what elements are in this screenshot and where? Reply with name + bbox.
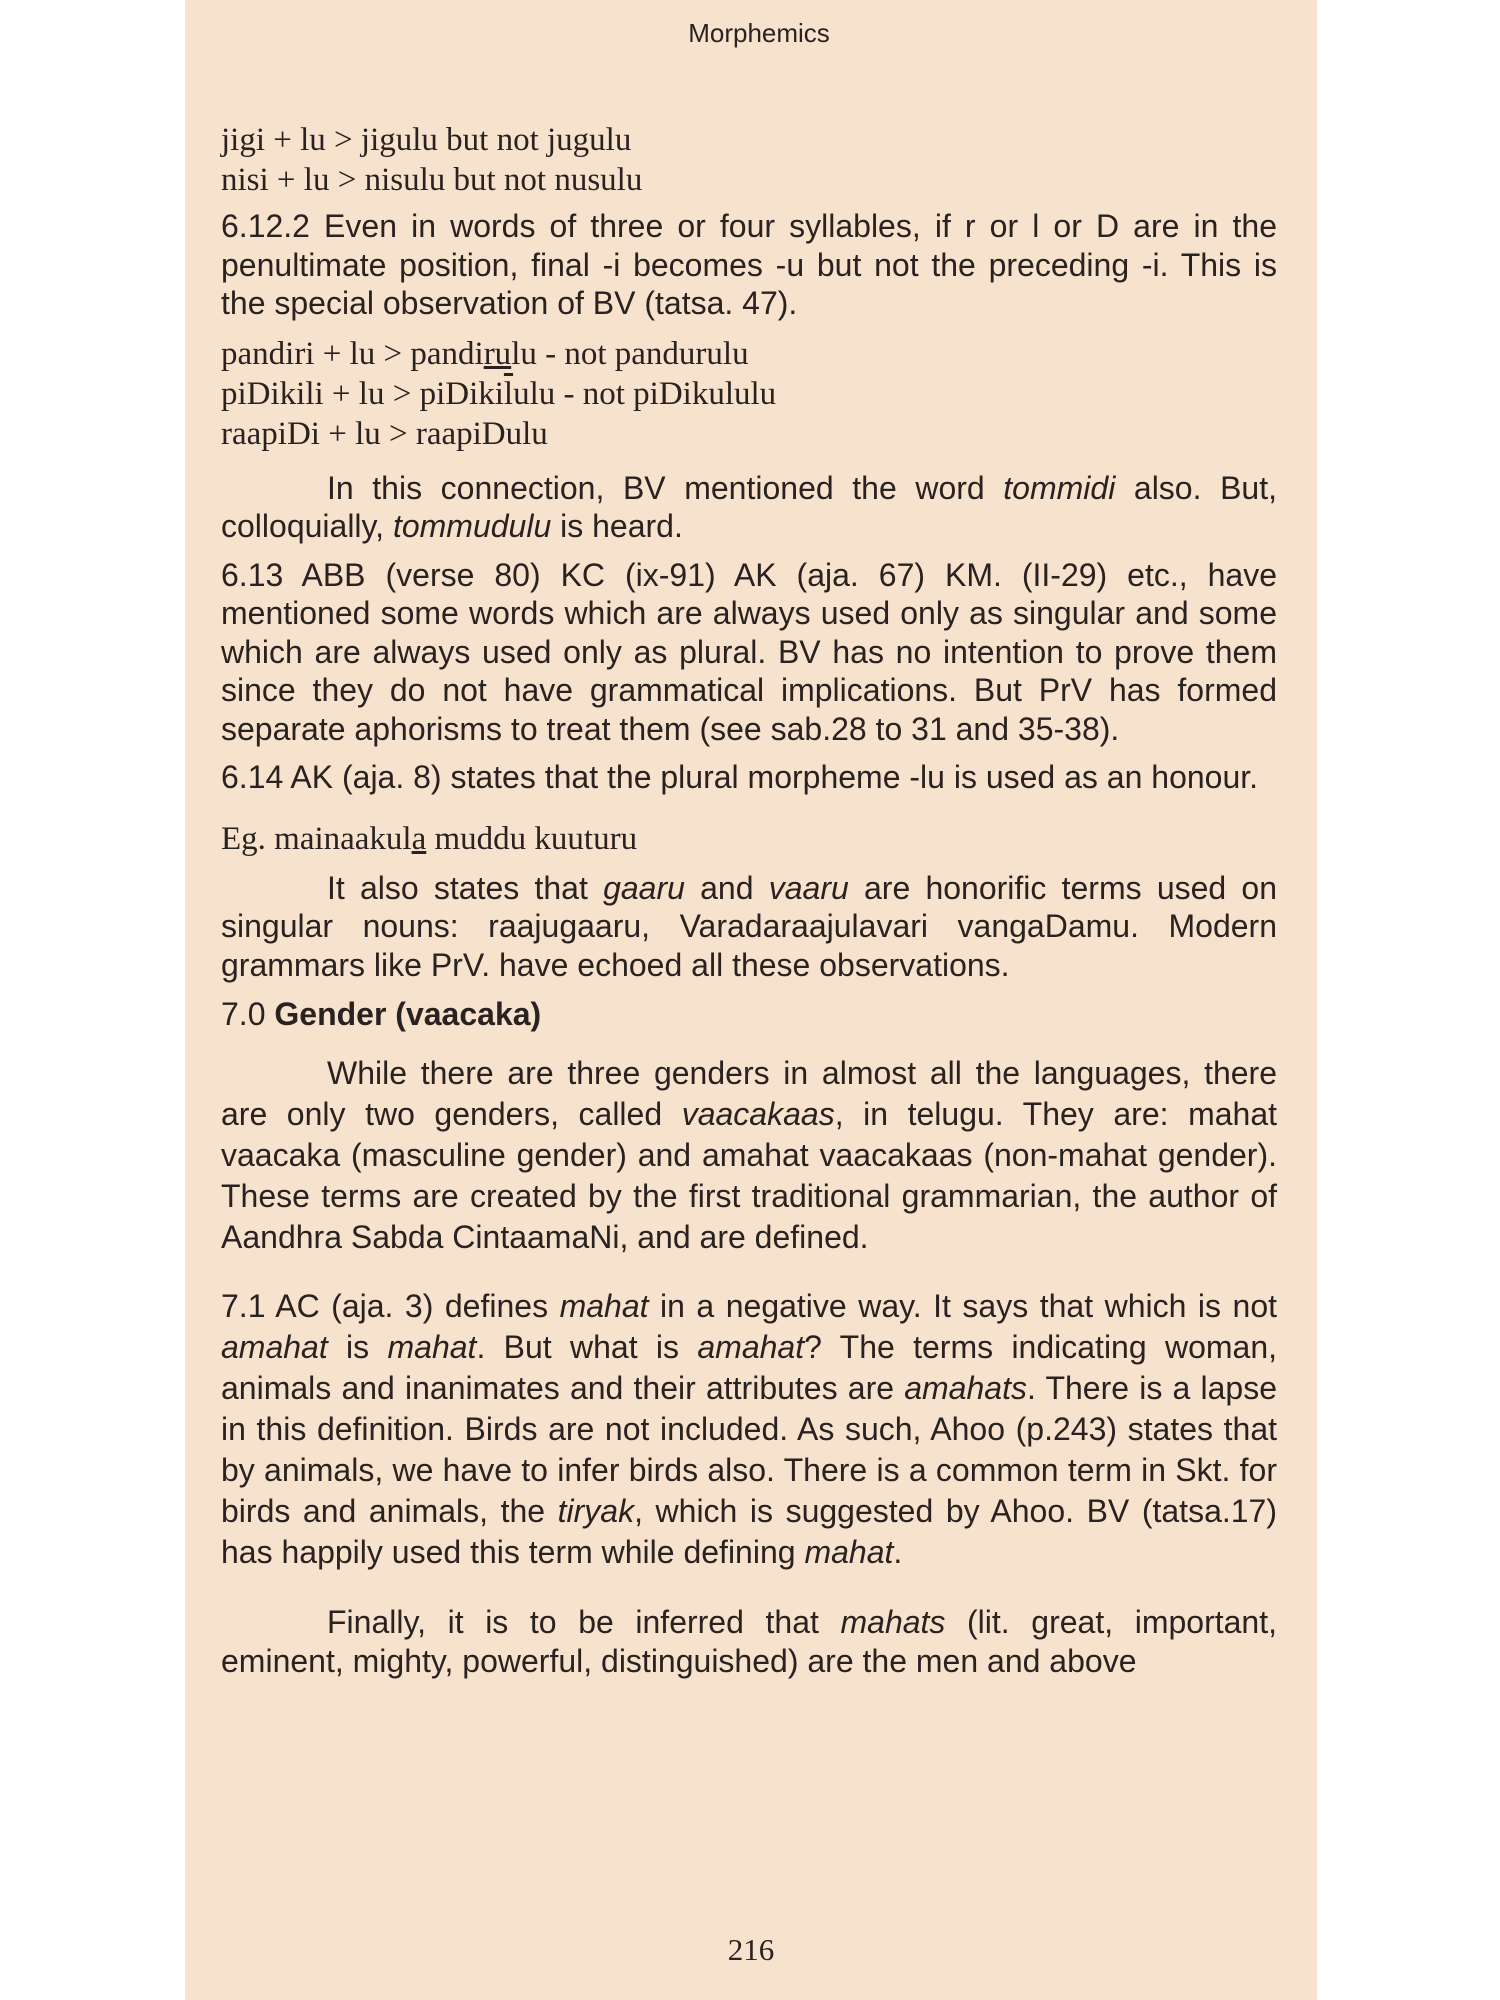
section-heading xyxy=(221,996,1277,1033)
text: . But what is xyxy=(476,1329,698,1365)
example-text: ulu - not piDikululu xyxy=(513,375,777,412)
example-text: Eg. mainaakul xyxy=(221,820,412,857)
italic-term: tommudulu xyxy=(392,508,552,544)
text: Finally, it is to be inferred that xyxy=(327,1604,841,1640)
example-line: jigi + lu > jigulu but not jugulu xyxy=(221,122,632,158)
text: In this connection, BV mentioned the word xyxy=(327,469,1004,506)
italic-term: gaaru xyxy=(603,869,685,906)
text: is xyxy=(327,1329,388,1365)
examples-mid xyxy=(221,334,1277,454)
text: (lit. great, important, eminent, mighty, powerful, distinguished) are the men and above xyxy=(221,1604,1278,1679)
example-line: nisi + lu > nisulu but not nusulu xyxy=(221,162,643,198)
paragraph-connection xyxy=(221,469,1277,546)
text: ? The terms indicating woman, animals and inanimates and their attributes are xyxy=(221,1329,1278,1406)
text: It also states that xyxy=(327,869,604,906)
example-line: raapiDi + lu > raapiDulu xyxy=(221,415,548,452)
text: is heard. xyxy=(551,508,683,544)
paragraph-6-12-2: 6.12.2 Even in words of three or four syllables, if r or l or D are in the penultimate position, final -i becomes -u but not the preceding -i. This is the special observation of BV (tatsa. 47). xyxy=(221,208,1277,321)
text: are honorific terms used on singular nouns: raajugaaru, Varadaraajulavari vangaDamu. Modern grammars like PrV. have echoed all these observations. xyxy=(221,869,1278,983)
italic-term: mahat xyxy=(559,1288,649,1324)
underlined-text: ru xyxy=(483,335,512,372)
text: . xyxy=(893,1534,903,1570)
text: While there are three genders in almost all the languages, there are only two genders, called xyxy=(221,1055,1277,1132)
paragraph-finally xyxy=(221,1603,1277,1680)
italic-term: amahat xyxy=(697,1329,805,1365)
paragraph-6-13: 6.13 ABB (verse 80) KC (ix-91) AK (aja. 67) KM. (II-29) etc., have mentioned some words which are always used only as singular and some which are always used only as plural. BV has no intention to prove them since they do not have grammatical implications. But PrV has formed separate aphorisms to treat them (see sab.28 to 31 and 35-38). xyxy=(221,556,1277,747)
text: 7.1 AC (aja. 3) defines xyxy=(221,1288,560,1324)
example-text: pandiri + lu > pandi xyxy=(221,335,484,372)
page-number: 216 xyxy=(727,1932,775,1967)
example-line xyxy=(221,374,1277,414)
italic-term: vaacakaas xyxy=(681,1096,835,1132)
paragraph-7-1 xyxy=(221,1286,1277,1573)
underlined-text: a xyxy=(411,820,427,857)
italic-term: vaaru xyxy=(768,869,849,906)
example-text: muddu kuuturu xyxy=(426,820,638,857)
overlined-text: $\overline{l}$ xyxy=(503,375,514,412)
text: in a negative way. It says that which is not xyxy=(648,1288,1278,1324)
text: and xyxy=(684,869,769,906)
italic-term: tommidi xyxy=(1003,469,1116,506)
paragraph-honorific xyxy=(221,869,1277,985)
example-line xyxy=(221,334,1277,374)
book-page xyxy=(185,0,1317,2000)
italic-term: tiryak xyxy=(557,1493,635,1529)
text: . There is a lapse in this definition. Birds are not included. As such, Ahoo (p.243) states that by animals, we have to infer birds also. There is a common term in Skt. for birds and animals, the xyxy=(221,1370,1278,1529)
paragraph-genders xyxy=(221,1053,1277,1258)
example-text: piDikili + lu > piDiki xyxy=(221,375,504,412)
text: also. But, colloquially, xyxy=(221,469,1277,544)
paragraph-6-14: 6.14 AK (aja. 8) states that the plural morpheme -lu is used as an honour. xyxy=(221,759,1259,795)
italic-term: mahats xyxy=(840,1604,946,1640)
italic-term: amahat xyxy=(221,1329,328,1365)
section-title: Gender (vaacaka) xyxy=(274,996,542,1032)
text: , in telugu. They are: mahat vaacaka (masculine gender) and amahat vaacakaas (non-mahat gender). These terms are created by the first traditional grammarian, the author of Aandhra Sabda CintaamaNi, and are defined. xyxy=(221,1096,1278,1255)
examples-top xyxy=(221,120,1277,200)
example-text: lu - not pandurulu xyxy=(511,335,749,372)
running-head: Morphemics xyxy=(688,18,830,48)
italic-term: mahat xyxy=(804,1534,894,1570)
example-eg xyxy=(221,819,1277,859)
italic-term: mahat xyxy=(387,1329,477,1365)
italic-term: amahats xyxy=(904,1370,1027,1406)
text: , which is suggested by Ahoo. BV (tatsa.17) has happily used this term while defining xyxy=(221,1493,1278,1570)
section-number: 7.0 xyxy=(221,996,275,1032)
